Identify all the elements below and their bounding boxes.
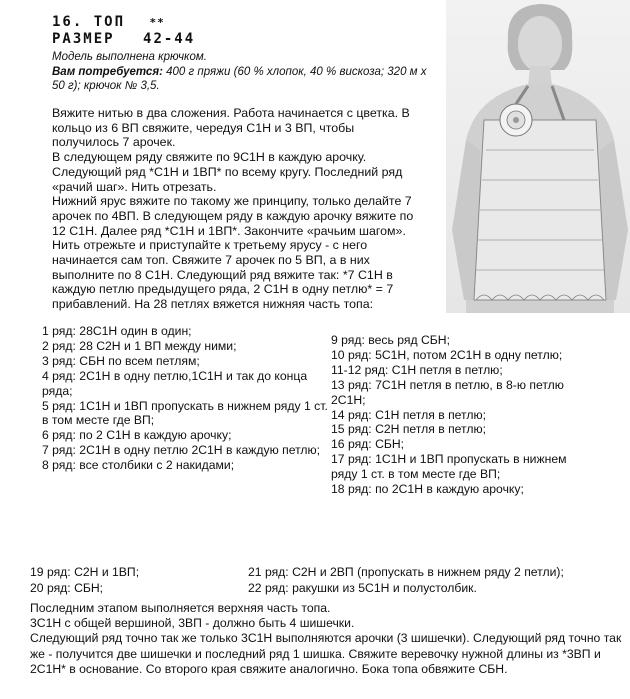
- row-instruction: 19 ряд: С2Н и 1ВП;: [30, 565, 140, 579]
- row-instruction: 15 ряд: С2Н петля в петлю;: [331, 422, 487, 437]
- row-instruction: 7 ряд: 2С1Н в одну петлю 2С1Н в каждую петлю;: [42, 443, 321, 458]
- row-instruction: 18 ряд: по 2С1Н в каждую арочку;: [331, 482, 524, 497]
- row-instruction: 8 ряд: все столбики с 2 накидами;: [42, 458, 235, 473]
- row-instruction: 4 ряд: 2С1Н в одну петлю,1С1Н и так до конца ряда;: [42, 368, 308, 398]
- row-instruction: 21 ряд: С2Н и 2ВП (пропускать в нижнем ряду 2 петли);: [248, 565, 564, 579]
- row-instruction: 5 ряд: 1С1Н и 1ВП пропускать в нижнем ряду 1 ст. в том месте где ВП;: [42, 398, 328, 428]
- row-instruction: 17 ряд: 1С1Н и 1ВП пропускать в нижнем ряду 1 ст. в том месте где ВП;: [331, 452, 567, 482]
- instruction-paragraph: Вяжите нитью в два сложения. Работа начинается с цветка. В кольцо из 6 ВП свяжите, чередуя С1Н и 3 ВП, чтобы получилось 7 арочек.: [52, 106, 410, 150]
- pattern-title: ТОП: [93, 14, 126, 30]
- model-note: Модель выполнена крючком.: [52, 51, 207, 63]
- intro-block: [52, 50, 432, 94]
- instruction-paragraph: В следующем ряду свяжите по 9С1Н в каждую арочку. Следующий ряд *С1Н и 1ВП* по всему кругу. Последний ряд «рачий шаг». Нить отрезать.: [52, 150, 403, 194]
- row-instruction: 22 ряд: ракушки из 5С1Н и полустолбик.: [248, 580, 477, 595]
- materials-text: 400 г пряжи (60 % хлопок, 40 % вискоза; 320 м х 50 г); крючок № 3,5.: [52, 65, 427, 92]
- row-instruction: 9 ряд: весь ряд СБН;: [331, 333, 450, 347]
- rows-left-column: [42, 324, 332, 473]
- instruction-paragraph: Нижний ярус вяжите по такому же принципу, только делайте 7 арочек по 4ВП. В следующем ряду в каждую арочку вяжите по 12 С1Н. Далее ряд *С1Н и 1ВП*. Закончите «рачьим шагом». Нить отрежьте и приступайте к третьему ярусу - с него начинается сам топ. Свяжите 7 арочек по 5 ВП, а в них выполните по 8 С1Н. Следующий ряд вяжите так: *7 С1Н в каждую петлю предыдущего ряда, 2 С1Н в одну петлю* = 7 прибавлений. На 28 петлях вяжется нижняя часть топа:: [52, 194, 414, 312]
- row-instruction: 11-12 ряд: С1Н петля в петлю;: [331, 362, 503, 377]
- pattern-header: [52, 14, 432, 47]
- row-instruction: 2 ряд: 28 С2Н и 1 ВП между ними;: [42, 338, 237, 353]
- row-instruction: 13 ряд: 7С1Н петля в петлю, в 8-ю петлю 2С1Н;: [331, 377, 564, 407]
- pattern-title-line: [52, 14, 432, 30]
- instructions-body: [52, 106, 424, 312]
- final-instructions: [30, 601, 622, 677]
- rows-bottom-left: [30, 565, 240, 596]
- final-paragraph: 3С1Н с общей вершиной, 3ВП - должно быть 4 шишечки.: [30, 616, 355, 631]
- rows-bottom-right: [248, 565, 618, 596]
- pattern-number: 16.: [52, 14, 84, 30]
- row-instruction: 1 ряд: 28С1Н один в один;: [42, 324, 192, 338]
- row-instruction: 10 ряд: 5С1Н, потом 2С1Н в одну петлю;: [331, 347, 563, 362]
- row-instruction: 6 ряд: по 2 С1Н в каждую арочку;: [42, 428, 232, 443]
- row-instruction: 14 ряд: С1Н петля в петлю;: [331, 407, 487, 422]
- materials-note: [52, 65, 432, 94]
- size-line: [52, 31, 432, 47]
- rows-right-column: [331, 333, 581, 497]
- size-label: РАЗМЕР: [52, 31, 115, 47]
- final-paragraph: Следующий ряд точно так же только 3С1Н выполняются арочки (3 шишечки). Следующий ряд точно так же - получится две шишечки и последний ряд 1 шишка. Свяжите веревочку нужной длины из *3ВП и 2С1Н* в основание. Со второго края свяжите аналогично. Бока топа обвяжите СБН.: [30, 631, 622, 676]
- size-value: 42-44: [143, 31, 196, 47]
- materials-label: Вам потребуется:: [52, 65, 163, 78]
- final-paragraph: Последним этапом выполняется верхняя часть топа.: [30, 601, 331, 615]
- model-photo: [446, 0, 630, 313]
- row-instruction: 3 ряд: СБН по всем петлям;: [42, 353, 200, 368]
- row-instruction: 20 ряд: СБН;: [30, 580, 104, 595]
- model-photo-illustration: [446, 0, 630, 313]
- row-instruction: 16 ряд: СБН;: [331, 437, 405, 452]
- difficulty-stars: **: [149, 16, 165, 29]
